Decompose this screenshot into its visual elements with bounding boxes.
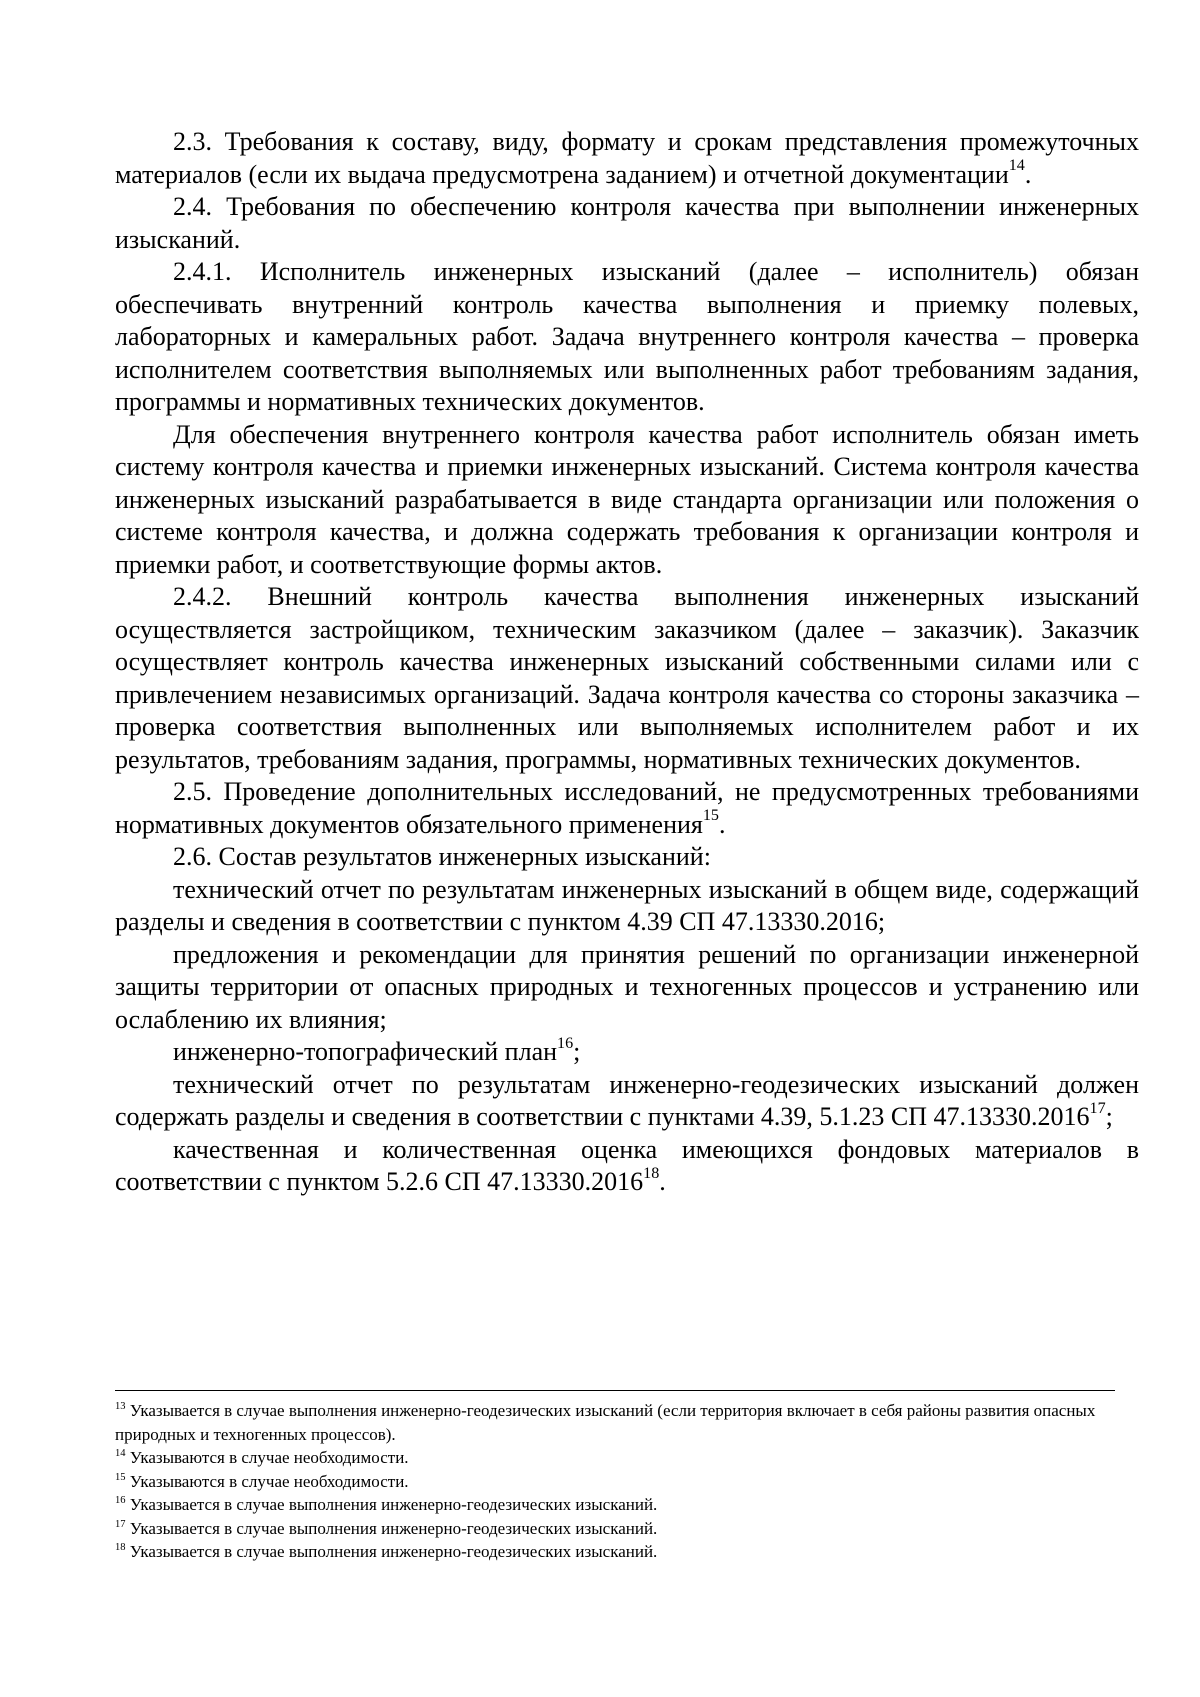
- footnote-text: Указываются в случае необходимости.: [129, 1471, 409, 1491]
- paragraph-text: инженерно-топографический план: [173, 1037, 558, 1066]
- list-item-geodetic-report: [115, 1069, 1139, 1134]
- paragraph-punct: ;: [573, 1037, 581, 1066]
- footnote-13: [115, 1399, 1139, 1446]
- footnote-number: 17: [115, 1518, 126, 1530]
- paragraph-text: 2.3. Требования к составу, виду, формату и срокам представления промежуточных материалов (если их выдача предусмотрена заданием) и отчетной документации: [115, 127, 1139, 189]
- paragraph-2-6: [115, 841, 1139, 874]
- paragraph-punct: ;: [1105, 1102, 1113, 1131]
- paragraph-2-3: [115, 126, 1139, 191]
- footnote-ref[interactable]: 18: [643, 1164, 660, 1182]
- footnote-ref[interactable]: 17: [1089, 1099, 1106, 1117]
- paragraph-2-4-1: [115, 256, 1139, 419]
- footnote-text: Указываются в случае необходимости.: [129, 1448, 409, 1467]
- footnote-17: [115, 1517, 1139, 1541]
- footnote-separator: [115, 1390, 1115, 1391]
- footnote-number: 18: [115, 1542, 126, 1554]
- paragraph-punct: .: [659, 1167, 666, 1196]
- footnote-18: [115, 1540, 1139, 1564]
- paragraph-2-5: [115, 776, 1139, 841]
- list-item-proposals: [115, 939, 1139, 1037]
- footnote-text: Указывается в случае выполнения инженерно-геодезических изысканий (если территория включает в себя районы развития опасных природных и техногенных процессов).: [115, 1401, 1096, 1444]
- footnote-15: [115, 1470, 1139, 1494]
- list-item-topographic-plan: [115, 1036, 1139, 1069]
- footnote-number: 15: [115, 1471, 126, 1483]
- paragraph-text: 2.4. Требования по обеспечению контроля качества при выполнении инженерных изысканий.: [115, 192, 1139, 254]
- footnote-text: Указывается в случае выполнения инженерно-геодезических изысканий.: [129, 1495, 658, 1514]
- paragraph-2-4-2: [115, 581, 1139, 776]
- footnote-text: Указывается в случае выполнения инженерно-геодезических изысканий.: [129, 1518, 658, 1538]
- paragraph-text: 2.4.1. Исполнитель инженерных изысканий (далее – исполнитель) обязан обеспечивать внутренний контроль качества выполнения и приемку полевых, лабораторных и камеральных работ. Задача внутреннего контроля качества – проверка исполнителем соответствия выполняемых или выполненных работ требованиям задания, программы и нормативных технических документов.: [115, 257, 1139, 416]
- footnote-ref[interactable]: 15: [702, 807, 719, 825]
- footnote-number: 16: [115, 1495, 126, 1507]
- footnote-text: Указывается в случае выполнения инженерно-геодезических изысканий.: [129, 1542, 658, 1561]
- paragraph-text: качественная и количественная оценка имеющихся фондовых материалов в соответствии с пунктом 5.2.6 СП 47.13330.2016: [115, 1134, 1139, 1196]
- footnote-ref[interactable]: 16: [557, 1034, 574, 1052]
- paragraph-punct: .: [1024, 159, 1032, 189]
- paragraph-text: 2.6. Состав результатов инженерных изысканий:: [173, 842, 711, 871]
- paragraph-2-4: [115, 191, 1139, 256]
- paragraph-text: предложения и рекомендации для принятия решений по организации инженерной защиты территории от опасных природных и техногенных процессов и устранению или ослаблению их влияния;: [115, 939, 1139, 1034]
- footnote-ref[interactable]: 14: [1008, 157, 1025, 175]
- paragraph-text: 2.5. Проведение дополнительных исследований, не предусмотренных требованиями нормативных документов обязательного применения: [115, 777, 1139, 839]
- list-item-fund-materials: [115, 1134, 1139, 1199]
- footnote-16: [115, 1493, 1139, 1517]
- footnote-number: 14: [115, 1448, 126, 1460]
- list-item-technical-report: [115, 874, 1139, 939]
- paragraph-text: 2.4.2. Внешний контроль качества выполнения инженерных изысканий осуществляется застройщиком, техническим заказчиком (далее – заказчик). Заказчик осуществляет контроль качества инженерных изысканий собственными силами или с привлечением независимых организаций. Задача контроля качества со стороны заказчика – проверка соответствия выполненных или выполняемых исполнителем работ и их результатов, требованиям задания, программы, нормативных технических документов.: [115, 582, 1139, 774]
- paragraph-punct: .: [718, 809, 726, 839]
- paragraph-internal-control: [115, 419, 1139, 582]
- footnote-number: 13: [115, 1401, 126, 1413]
- paragraph-text: технический отчет по результатам инженерных изысканий в общем виде, содержащий разделы и сведения в соответствии с пунктом 4.39 СП 47.13330.2016;: [115, 874, 1139, 936]
- document-body: [115, 126, 1139, 1199]
- footnote-14: [115, 1446, 1139, 1470]
- paragraph-text: Для обеспечения внутреннего контроля качества работ исполнитель обязан иметь систему контроля качества и приемки инженерных изысканий. Система контроля качества инженерных изысканий разрабатывается в виде стандарта организации или положения о системе контроля качества, и должна содержать требования к организации контроля и приемки работ, и соответствующие формы актов.: [115, 419, 1139, 579]
- paragraph-text: технический отчет по результатам инженерно-геодезических изысканий должен содержать разделы и сведения в соответствии с пунктами 4.39, 5.1.23 СП 47.13330.2016: [115, 1069, 1139, 1131]
- footnotes: [115, 1399, 1139, 1564]
